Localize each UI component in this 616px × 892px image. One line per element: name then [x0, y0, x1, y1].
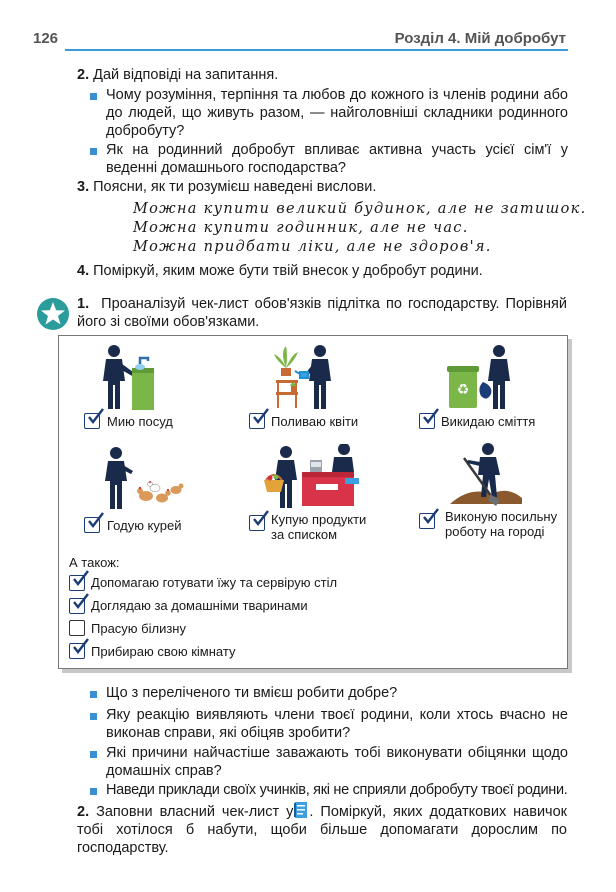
label-cook-serve: Допомагаю готувати їжу та сервірую стіл [91, 575, 338, 590]
checkmark-icon [87, 512, 105, 530]
label-wash-dishes: Мию посуд [107, 414, 173, 429]
checkmark-icon [422, 508, 440, 526]
checkbox-clean-room[interactable] [69, 643, 85, 659]
page-number: 126 [33, 30, 59, 47]
checkmark-icon [87, 408, 105, 426]
also-label: А також: [69, 555, 120, 570]
checkbox-pets[interactable] [69, 598, 85, 614]
checkmark-icon [72, 638, 90, 656]
question-3: 3. Поясни, як ти розумієш наведені вислови. [77, 179, 377, 195]
label-clean-room: Прибираю свою кімнату [91, 644, 236, 659]
quote-3: Можна придбати ліки, але не здоров'я. [133, 239, 492, 255]
label-garden-work: Виконую посильну роботу на городі [445, 509, 558, 539]
question-2: 2. Дай відповіді на запитання. [77, 67, 279, 83]
quote-2: Можна купити годинник, але не час. [133, 220, 469, 236]
notebook-icon [293, 801, 309, 819]
bullet-icon [90, 751, 97, 758]
task-2: 2. Заповни власний чек-лист у . Поміркуй, яких додаткових навичок тобі хотілося б набути, щоби більше допомагати дорослим по господарству. [77, 801, 567, 857]
label-feed-chickens: Годую курей [107, 518, 182, 533]
checkbox-buy-groceries[interactable] [249, 515, 265, 531]
label-buy-groceries: Купую продукти за списком [271, 512, 367, 542]
checkbox-wash-dishes[interactable] [84, 413, 100, 429]
star-icon [36, 297, 70, 331]
header-divider [65, 49, 568, 51]
section-title: Розділ 4. Мій добробут [394, 30, 566, 47]
checkmark-icon [72, 593, 90, 611]
checkmark-icon [252, 510, 270, 528]
feeding-chickens-illustration [98, 446, 188, 510]
bullet-icon [90, 148, 97, 155]
checkbox-take-out-trash[interactable] [419, 413, 435, 429]
after-bullet-4: Наведи приклади своїх учинків, які не сприяли добробуту твоєї родини. [106, 782, 568, 798]
quote-1: Можна купити великий будинок, але не затишок. [133, 201, 587, 217]
checkbox-water-flowers[interactable] [249, 413, 265, 429]
question-4: 4. Поміркуй, яким може бути твій внесок у добробут родини. [77, 263, 483, 279]
trash-illustration [445, 344, 515, 410]
bullet-icon [90, 93, 97, 100]
after-bullet-2: Яку реакцію виявляють члени твоєї родини, коли хтось вчасно не виконав справи, які обіцяв зробити? [106, 707, 568, 741]
svg-text:♻: ♻ [456, 382, 470, 398]
checkbox-cook-serve[interactable] [69, 575, 85, 591]
bullet-icon [90, 788, 97, 795]
label-take-out-trash: Викидаю сміття [441, 414, 536, 429]
checkbox-feed-chickens[interactable] [84, 517, 100, 533]
q2-bullet-2: Як на родинний добробут впливає активна участь усієї сім'ї у веденні домашнього господарства? [106, 142, 568, 176]
bullet-icon [90, 691, 97, 698]
label-water-flowers: Поливаю квіти [271, 414, 359, 429]
checkmark-icon [72, 570, 90, 588]
after-bullet-1: Що з переліченого ти вмієш робити добре? [106, 685, 398, 701]
checkmark-icon [422, 408, 440, 426]
checkbox-ironing[interactable] [69, 620, 85, 636]
shopping-illustration [262, 444, 362, 510]
q2-bullet-1: Чому розуміння, терпіння та любов до кожного із членів родини або до людей, що живуть разом, — найголовніші складники родинного добробуту? [106, 87, 568, 139]
label-pets: Доглядаю за домашніми тваринами [91, 598, 308, 613]
garden-illustration [450, 442, 522, 508]
label-ironing: Прасую білизну [91, 621, 186, 636]
washing-dishes-illustration [98, 344, 158, 410]
after-bullet-3: Які причини найчастіше заважають тобі виконувати обіцянки щодо домашніх справ? [106, 745, 568, 779]
watering-flowers-illustration [272, 344, 342, 410]
checkmark-icon [252, 408, 270, 426]
bullet-icon [90, 713, 97, 720]
checkbox-garden-work[interactable] [419, 513, 435, 529]
task-1: 1. Проаналізуй чек-лист обов'язків підлітка по господарству. Порівняй його зі своїми обов'язками. [77, 296, 567, 330]
